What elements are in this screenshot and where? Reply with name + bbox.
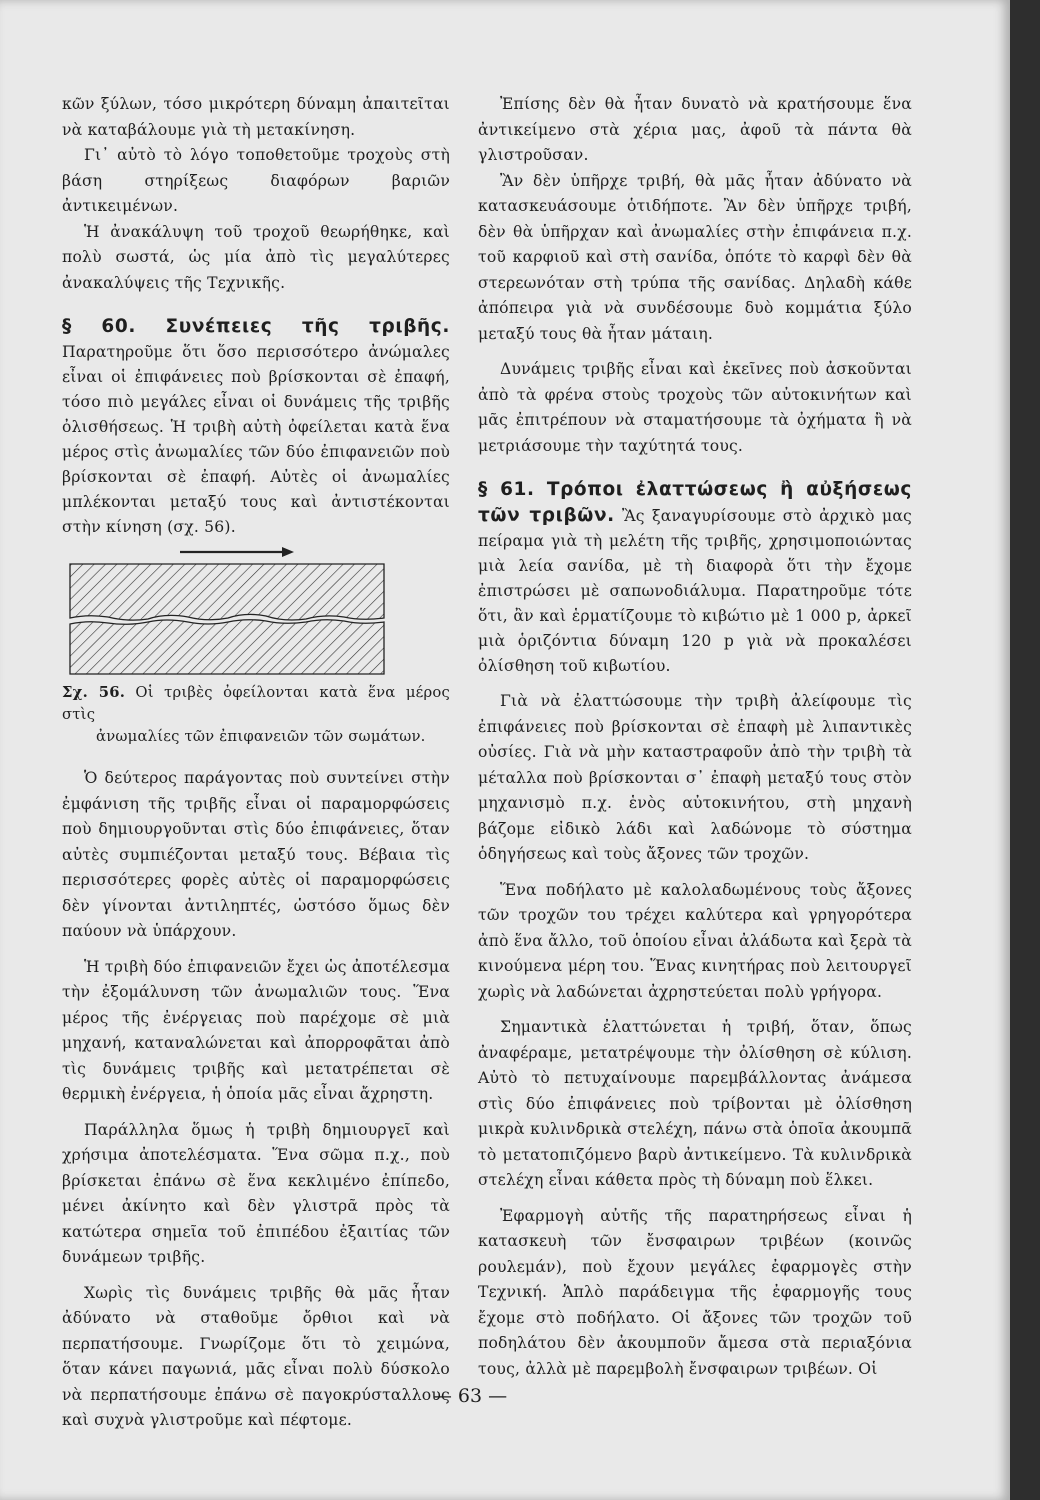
paragraph: Χωρὶς τὶς δυνάμεις τριβῆς θὰ μᾶς ἦταν ἀδύνατο νὰ σταθοῦμε ὄρθιοι καὶ νὰ περπατήσουμε. Γνωρίζομε ὅτι τὸ χειμώνα, ὅταν κάνει παγωνιά, μᾶς εἶναι πολὺ δύσκολο νὰ περπατήσουμε ἐπάνω σὲ παγοκρύσταλλους καὶ συχνὰ γλιστροῦμε καὶ πέφτομε. — [62, 1283, 450, 1429]
paragraph: Ἐπίσης δὲν θὰ ἦταν δυνατὸ νὰ κρατήσουμε ἕνα ἀντικείμενο στὰ χέρια μας, ἀφοῦ τὰ πάντα θὰ γλιστροῦσαν. — [478, 95, 912, 164]
paragraph: Ἂν δὲν ὑπῆρχε τριβή, θὰ μᾶς ἦταν ἀδύνατο νὰ κατασκευάσουμε ὁτιδήποτε. Ἂν δὲν ὑπῆρχε τριβή, δὲν θὰ ὑπῆρχαν καὶ ἀνωμαλίες στὴν ἐπιφάνεια π.χ. τοῦ καρφιοῦ καὶ στὴ σανίδα, ὁπότε τὸ καρφὶ δὲν θὰ στερεωνόταν στὴ τρύπα τῆς σανίδας. Δηλαδὴ κάθε ἀπόπειρα γιὰ νὰ συνδέσουμε δυὸ κομμάτια ξύλο μεταξύ τους θὰ ἦταν μάταιη. — [478, 171, 912, 343]
paragraph: Σημαντικὰ ἐλαττώνεται ἡ τριβή, ὅταν, ὅπως ἀναφέραμε, μετατρέψουμε τὴν ὀλίσθηση σὲ κύλιση. Αὐτὸ τὸ πετυχαίνουμε παρεμβάλλοντας ἀνάμεσα στὶς δύο ἐπιφάνειες ποὺ τρίβονται μὲ ὀλίσθηση μικρὰ κυλινδρικὰ στελέχη, πάνω στὰ ὁποῖα ἀκουμπᾶ τὸ μετατοπιζόμενο βαρὺ ἀντικείμενο. Τὰ κυλινδρικὰ στελέχη εἶναι κάθετα πρὸς τὴ δύναμη ποὺ ἕλκει. — [478, 1018, 912, 1189]
friction-surfaces-diagram — [62, 562, 450, 682]
figure-caption-line1: Οἱ τριβὲς ὀφείλονται κατὰ ἕνα μέρος στὶς — [62, 684, 451, 723]
upper-block — [70, 564, 384, 620]
figure-56 — [62, 562, 450, 682]
paragraph: κῶν ξύλων, τόσο μικρότερη δύναμη ἀπαιτεῖται νὰ καταβάλουμε γιὰ τὴ μετακίνηση. — [62, 95, 450, 139]
arrow-icon — [62, 542, 450, 562]
paragraph: Ἡ ἀνακάλυψη τοῦ τροχοῦ θεωρήθηκε, καὶ πολὺ σωστά, ὡς μία ἀπὸ τὶς μεγαλύτερες ἀνακαλύψεις τῆς Τεχνικῆς. — [62, 222, 450, 292]
lower-block — [70, 620, 384, 674]
paragraph: Γιὰ νὰ ἐλαττώσουμε τὴν τριβὴ ἀλείφουμε τὶς ἐπιφάνειες ποὺ βρίσκονται σὲ ἐπαφὴ μὲ λιπαντικὲς οὐσίες. Γιὰ νὰ μὴν καταστραφοῦν ἀπὸ τὴν τριβὴ τὰ μέταλλα ποὺ βρίσκονται σ᾿ ἐπαφὴ μεταξύ τους στὸν μηχανισμὸ π.χ. ἑνὸς αὐτοκινήτου, στὴ μηχανὴ βάζομε εἰδικὸ λάδι καὶ λαδώνομε τὸ σύστημα ὁδηγήσεως καὶ τοὺς ἄξονες τῶν τροχῶν. — [478, 692, 912, 863]
figure-caption-number: Σχ. 56. — [62, 684, 126, 701]
paragraph: Ἕνα ποδήλατο μὲ καλολαδωμένους τοὺς ἄξονες τῶν τροχῶν του τρέχει καλύτερα καὶ γρηγορότερα ἀπὸ ἕνα ἄλλο, τοῦ ὁποίου εἶναι ἀλάδωτα καὶ ξερὰ τὰ κινούμενα μέρη του. Ἕνας κινητήρας ποὺ λειτουργεῖ χωρὶς νὰ λαδώνεται ἀχρηστεύεται πολὺ γρήγορα. — [478, 880, 912, 1001]
page-number: — 63 — — [432, 1385, 508, 1407]
figure-caption — [62, 682, 450, 748]
section-61-text: Ἂς ξαναγυρίσουμε στὸ ἀρχικὸ μας πείραμα γιὰ τὴ μελέτη τῆς τριβῆς, χρησιμοποιώντας μιὰ λεία σανίδα, μὲ τὴ διαφορὰ ὅτι τὴν ἔχομε ἐπιστρώσει μὲ σαπωνοδιάλυμα. Παρατηροῦμε τότε ὅτι, ἂν καὶ ἑρματίζουμε τὸ κιβώτιο μὲ 1 000 p, ἀρκεῖ μιὰ ὁριζόντια δύναμη 120 p γιὰ νὰ προκαλέσει ὀλίσθηση τοῦ κιβωτίου. — [478, 507, 912, 675]
paragraph: Δυνάμεις τριβῆς εἶναι καὶ ἐκεῖνες ποὺ ἀσκοῦνται ἀπὸ τὰ φρένα στοὺς τροχοὺς τῶν αὐτοκινήτων καὶ μᾶς ἐπιτρέπουν νὰ σταματήσουμε τὰ ὀχήματα ἢ νὰ μετριάσουμε τὴν ταχύτητά τους. — [478, 360, 912, 455]
section-60 — [62, 314, 450, 540]
paragraph: Ἡ τριβὴ δύο ἐπιφανειῶν ἔχει ὡς ἀποτέλεσμα τὴν ἐξομάλυνση τῶν ἀνωμαλιῶν τους. Ἕνα μέρος τῆς ἐνέργειας ποὺ παρέχομε σὲ μιὰ μηχανή, καταναλώνεται καὶ ἀπορροφᾶται ἀπὸ τὶς δυνάμεις τριβῆς καὶ μετατρέπεται σὲ θερμικὴ ἐνέργεια, ἡ ὁποία μᾶς εἶναι ἄχρηστη. — [62, 957, 450, 1103]
left-column — [62, 92, 450, 1434]
section-60-heading: § 60. Συνέπειες τῆς τριβῆς. — [62, 316, 450, 337]
paragraph: Ὁ δεύτερος παράγοντας ποὺ συντείνει στὴν ἐμφάνιση τῆς τριβῆς εἶναι οἱ παραμορφώσεις ποὺ δημιουργοῦνται στὶς δύο ἐπιφάνειες, ὅταν αὐτὲς συμπιέζονται μεταξύ τους. Βέβαια τὶς περισσότερες φορὲς αὐτὲς οἱ παραμορφώσεις δὲν γίνονται ἀντιληπτές, ὡστόσο ὅμως δὲν παύουν νὰ ὑπάρχουν. — [62, 769, 450, 940]
section-61-heading: § 61. Τρόποι ἐλαττώσεως ἢ αὐξήσεως τῶν τριβῶν. — [478, 479, 912, 526]
paragraph: Γι᾿ αὐτὸ τὸ λόγο τοποθετοῦμε τροχοὺς στὴ βάση στηρίξεως διαφόρων βαριῶν ἀντικειμένων. — [62, 146, 450, 215]
figure-caption-line2: ἀνωμαλίες τῶν ἐπιφανειῶν τῶν σωμάτων. — [96, 728, 426, 745]
right-column — [478, 92, 912, 1382]
section-60-text: Παρατηροῦμε ὅτι ὅσο περισσότερο ἀνώμαλες εἶναι οἱ ἐπιφάνειες ποὺ βρίσκονται σὲ ἐπαφή, τόσο πιὸ μεγάλες εἶναι οἱ δυνάμεις τῆς τριβῆς ὀλισθήσεως. Ἡ τριβὴ αὐτὴ ὀφείλεται κατὰ ἕνα μέρος στὶς ἀνωμαλίες τῶν δύο ἐπιφανειῶν ποὺ βρίσκονται σὲ ἐπαφή. Αὐτὲς οἱ ἀνωμαλίες μπλέκονται μεταξύ τους καὶ ἀντιστέκονται στὴν κίνηση (σχ. 56). — [62, 343, 450, 536]
paragraph: Ἐφαρμογὴ αὐτῆς τῆς παρατηρήσεως εἶναι ἡ κατασκευὴ τῶν ἔνσφαιρων τριβέων (κοινῶς ρουλεμάν), ποὺ ἔχουν μεγάλες ἐφαρμογὲς στὴν Τεχνική. Ἁπλὸ παράδειγμα τῆς ἐφαρμογῆς τους ἔχομε στὸ ποδήλατο. Οἱ ἄξονες τῶν τροχῶν τοῦ ποδηλάτου δὲν ἀκουμποῦν ἄμεσα στὰ περιαξόνια τους, ἀλλὰ μὲ παρεμβολὴ ἔνσφαιρων τριβέων. Οἱ — [478, 1206, 912, 1378]
paragraph: Παράλληλα ὅμως ἡ τριβὴ δημιουργεῖ καὶ χρήσιμα ἀποτελέσματα. Ἕνα σῶμα π.χ., ποὺ βρίσκεται ἐπάνω σὲ ἕνα κεκλιμένο ἐπίπεδο, μένει ἀκίνητο καὶ δὲν γλιστρᾶ πρὸς τὰ κατώτερα σημεῖα τοῦ ἐπιπέδου ἐξαιτίας τῶν δυνάμεων τριβῆς. — [62, 1120, 450, 1266]
section-61 — [478, 477, 912, 679]
